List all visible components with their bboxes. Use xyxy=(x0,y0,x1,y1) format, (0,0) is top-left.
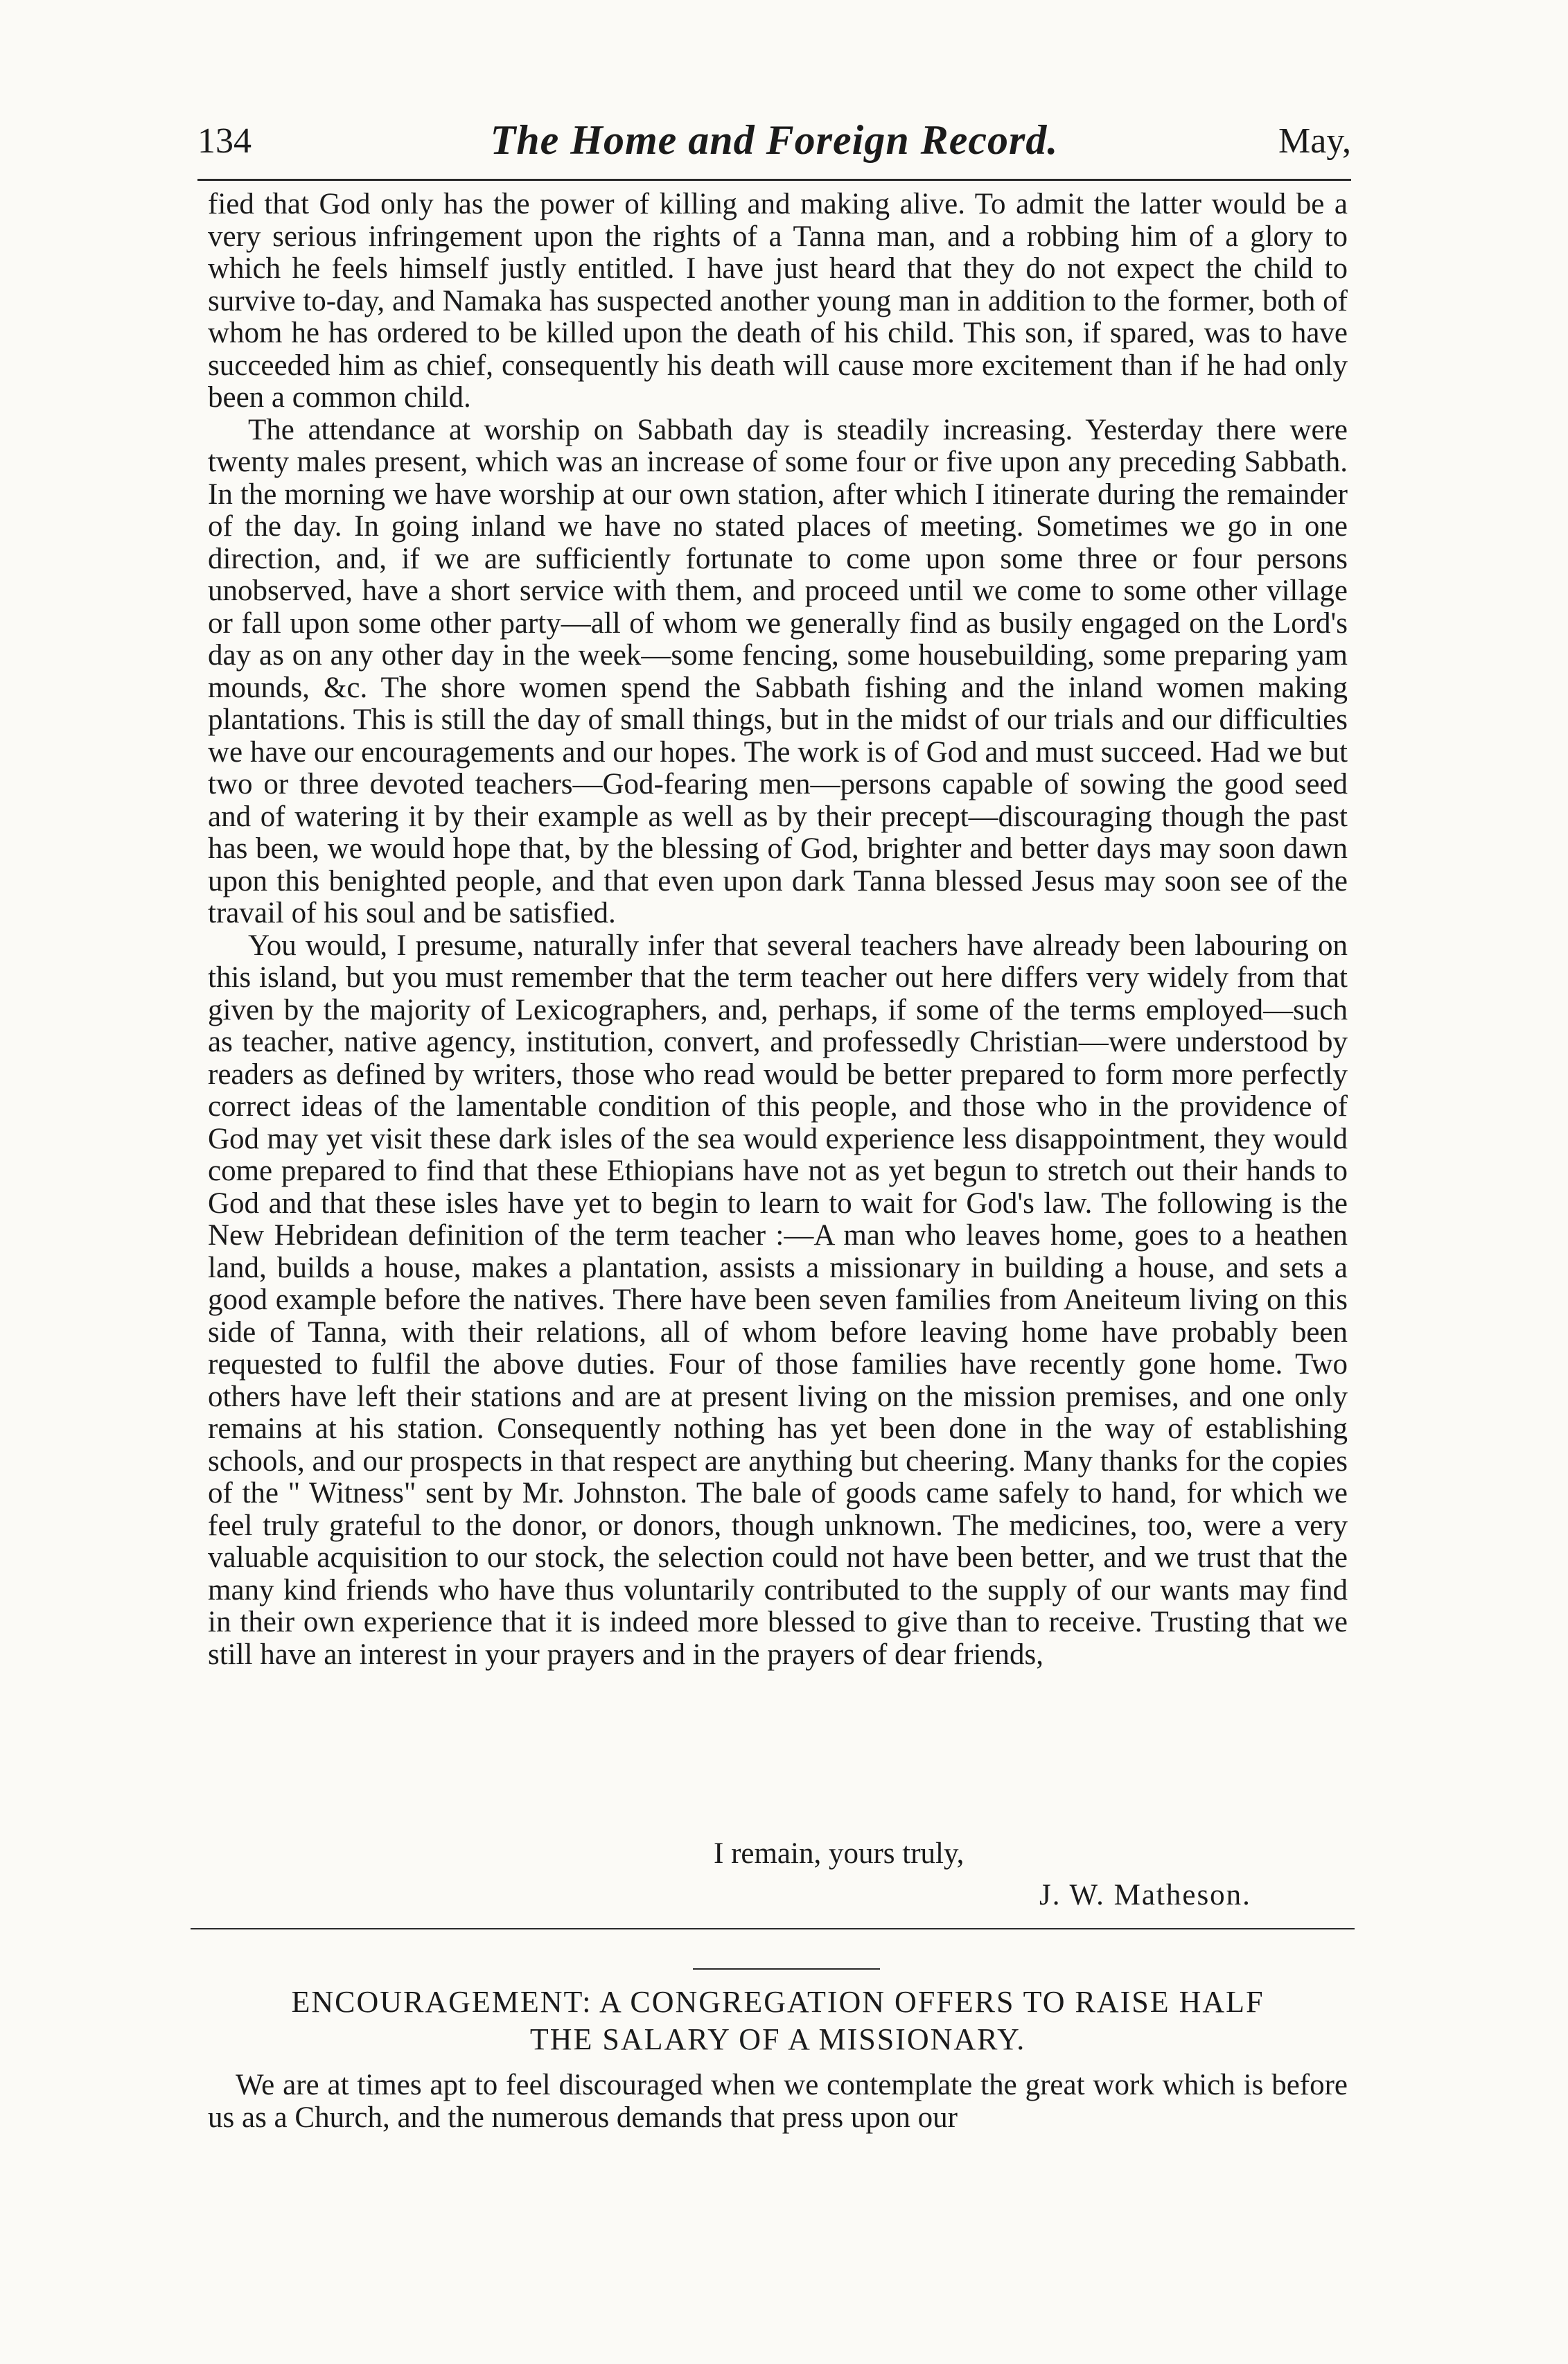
article-heading-line-2: THE SALARY OF A MISSIONARY. xyxy=(529,2022,1026,2056)
article-heading-line-1: ENCOURAGEMENT: A CONGREGATION OFFERS TO RAISE HALF xyxy=(291,1985,1265,2019)
letter-paragraph-3: You would, I presume, naturally infer that several teachers have already been labouring on this island, but you must remember that the term teacher out here differs very widely from that given by the majority of Lexicographers, and, perhaps, if some of the terms employed—such as teacher, native agency, institution, convert, and professedly Christian—were understood by readers as defined by writers, those who read would be better prepared to form more perfectly correct ideas of the lamentable condition of this people, and those who in the providence of God may yet visit these dark isles of the sea would experience less disappointment, they would come prepared to find that these Ethiopians have not as yet begun to stretch out their hands to God and that these isles have yet to begin to learn to wait for God's law. The following is the New Hebridean definition of the term teacher :—A man who leaves home, goes to a heathen land, builds a house, makes a plantation, assists a missionary in building a house, and sets a good example before the natives. There have been seven families from Aneiteum living on this side of Tanna, with their relations, all of whom before leaving home have probably been requested to fulfil the above duties. Four of those families have recently gone home. Two others have left their stations and are at present living on the mission premises, and one only remains at his station. Consequently nothing has yet been done in the way of establishing schools, and our prospects in that respect are anything but cheering. Many thanks for the copies of the " Witness" sent by Mr. Johnston. The bale of goods came safely to hand, for which we feel truly grateful to the donor, or donors, though unknown. The medicines, too, were a very valuable acquisition to our stock, the selection could not have been better, and we trust that the many kind friends who have thus voluntarily contributed to the supply of our wants may find in their own experience that it is indeed more blessed to give than to receive. Trusting that we still have an interest in your prayers and in the prayers of dear friends, xyxy=(208,929,1348,1671)
page-number: 134 xyxy=(197,121,252,161)
journal-title: The Home and Foreign Record. xyxy=(490,117,1059,163)
header-rule xyxy=(197,179,1351,181)
header-month: May, xyxy=(1278,121,1351,161)
article-paragraph: We are at times apt to feel discouraged when we contemplate the great work which is before us as a Church, and the numerous demands that press upon our xyxy=(208,2069,1348,2134)
letter-signature: J. W. Matheson. xyxy=(1039,1879,1251,1911)
letter-closing: I remain, yours truly, xyxy=(714,1837,964,1870)
article-body xyxy=(208,2069,1348,2134)
letter-paragraph-2: The attendance at worship on Sabbath day is steadily increasing. Yesterday there were twenty males present, which was an increase of some four or five upon any preceding Sabbath. In the morning we have worship at our own station, after which I itinerate during the remainder of the day. In going inland we have no stated places of meeting. Sometimes we go in one direction, and, if we are sufficiently fortunate to come upon some three or four persons unobserved, have a short service with them, and proceed until we come to some other village or fall upon some other party—all of whom we generally find as busily engaged on the Lord's day as on any other day in the week—some fencing, some housebuilding, some preparing yam mounds, &c. The shore women spend the Sabbath fishing and the inland women making plantations. This is still the day of small things, but in the midst of our trials and our difficulties we have our encouragements and our hopes. The work is of God and must succeed. Had we but two or three devoted teachers—God-fearing men—persons capable of sowing the good seed and of watering it by their example as well as by their precept—discouraging though the past has been, we would hope that, by the blessing of God, brighter and better days may soon dawn upon this benighted people, and that even upon dark Tanna blessed Jesus may soon see of the travail of his soul and be satisfied. xyxy=(208,413,1348,929)
running-header xyxy=(197,116,1351,172)
letter-body xyxy=(208,189,1348,1671)
letter-paragraph-1: fied that God only has the power of killing and making alive. To admit the latter would be a very serious infringement upon the rights of a Tanna man, and a robbing him of a glory to which he feels himself justly entitled. I have just heard that they do not expect the child to survive to-day, and Namaka has suspected another young man in addition to the former, both of whom he has ordered to be killed upon the death of his child. This son, if spared, was to have succeeded him as chief, consequently his death will cause more excitement than if he had only been a common child. xyxy=(208,188,1348,414)
heading-rule xyxy=(693,1968,880,1970)
section-divider xyxy=(191,1928,1355,1929)
article-heading xyxy=(201,1984,1355,2058)
